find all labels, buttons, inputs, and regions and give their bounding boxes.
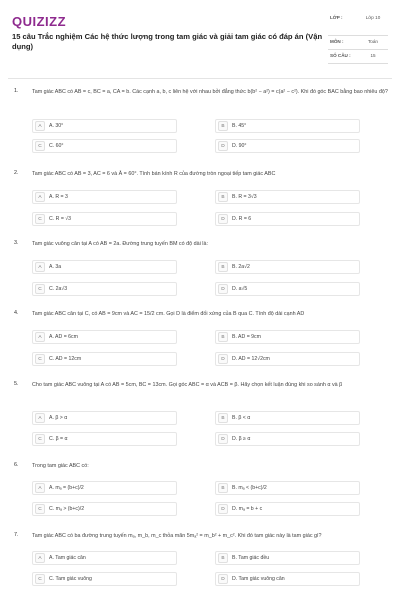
question-number: 4.	[14, 310, 19, 316]
option-text: D. R = 6	[232, 216, 252, 222]
option-letter: B	[218, 483, 228, 493]
option-text: C. mₐ > (b+c)/2	[49, 506, 85, 512]
option-letter: B	[218, 413, 228, 423]
question-number: 3.	[14, 240, 19, 246]
option-d[interactable]	[215, 282, 360, 296]
option-letter: D	[218, 434, 228, 444]
option-b[interactable]	[215, 119, 360, 133]
option-d[interactable]	[215, 352, 360, 366]
option-b[interactable]	[215, 330, 360, 344]
meta-row-class	[328, 12, 388, 36]
question-text: Trong tam giác ABC có:	[32, 463, 89, 469]
question-text: Tam giác ABC cân tại C, có AB = 9cm và AC = 15/2 cm. Gọi D là điểm đối xứng của B qua C. Tính độ dài cạnh AD	[32, 311, 305, 317]
option-text: A. 3a	[49, 264, 62, 270]
option-text: B. 45°	[232, 123, 247, 129]
option-text: B. β < α	[232, 415, 251, 421]
meta-table	[328, 12, 388, 64]
option-letter: B	[218, 262, 228, 272]
option-letter: D	[218, 574, 228, 584]
option-letter: D	[218, 141, 228, 151]
header-divider	[8, 78, 392, 79]
option-text: C. R = √3	[49, 216, 72, 222]
option-letter: C	[35, 284, 45, 294]
option-a[interactable]	[32, 190, 177, 204]
option-b[interactable]	[215, 190, 360, 204]
option-a[interactable]	[32, 481, 177, 495]
option-text: C. 60°	[49, 143, 64, 149]
option-letter: C	[35, 504, 45, 514]
option-letter: C	[35, 214, 45, 224]
option-d[interactable]	[215, 502, 360, 516]
option-text: A. β > α	[49, 415, 68, 421]
option-letter: C	[35, 574, 45, 584]
option-c[interactable]	[32, 502, 177, 516]
option-b[interactable]	[215, 551, 360, 565]
option-letter: B	[218, 553, 228, 563]
option-c[interactable]	[32, 352, 177, 366]
option-b[interactable]	[215, 481, 360, 495]
option-c[interactable]	[32, 432, 177, 446]
option-text: D. β ≥ α	[232, 436, 251, 442]
option-letter: D	[218, 214, 228, 224]
option-letter: A	[35, 332, 45, 342]
question-number: 2.	[14, 170, 19, 176]
option-text: B. Tam giác đều	[232, 555, 270, 561]
option-text: B. 2a√2	[232, 264, 250, 270]
meta-key: MÔN :	[330, 39, 344, 44]
option-d[interactable]	[215, 572, 360, 586]
question-number: 1.	[14, 88, 19, 94]
option-text: A. AD = 6cm	[49, 334, 78, 340]
option-letter: C	[35, 141, 45, 151]
option-text: D. mₐ = b + c	[232, 506, 263, 512]
question-text: Tam giác ABC có AB = 3, AC = 6 và Â = 60°. Tính bán kính R của đường tròn ngoại tiếp tam giác ABC	[32, 171, 276, 177]
meta-key: SỐ CÂU :	[330, 53, 351, 58]
question-number: 6.	[14, 462, 19, 468]
option-text: A. mₐ = (b+c)/2	[49, 485, 84, 491]
option-c[interactable]	[32, 212, 177, 226]
option-a[interactable]	[32, 411, 177, 425]
meta-value: Lớp 10	[365, 15, 381, 20]
meta-row-subject	[328, 36, 388, 50]
option-c[interactable]	[32, 572, 177, 586]
option-d[interactable]	[215, 212, 360, 226]
option-letter: B	[218, 332, 228, 342]
option-letter: A	[35, 262, 45, 272]
option-a[interactable]	[32, 551, 177, 565]
quizizz-logo: QUIZIZZ	[12, 14, 67, 29]
option-text: C. 2a√3	[49, 286, 68, 292]
option-letter: A	[35, 121, 45, 131]
option-letter: A	[35, 483, 45, 493]
option-letter: C	[35, 354, 45, 364]
option-c[interactable]	[32, 139, 177, 153]
option-d[interactable]	[215, 432, 360, 446]
option-d[interactable]	[215, 139, 360, 153]
question-number: 7.	[14, 532, 19, 538]
question-number: 5.	[14, 381, 19, 387]
meta-key: LỚP :	[330, 15, 343, 20]
option-c[interactable]	[32, 282, 177, 296]
option-letter: C	[35, 434, 45, 444]
question-text: Cho tam giác ABC vuông tại A có AB = 5cm, BC = 13cm. Gọi góc ABC = α và ACB = β. Hãy chọn kết luận đúng khi so sánh α và β	[32, 382, 343, 388]
meta-value: 15	[370, 53, 376, 58]
option-a[interactable]	[32, 119, 177, 133]
option-text: D. AD = 12√2cm	[232, 356, 270, 362]
option-text: C. AD = 12cm	[49, 356, 82, 362]
option-text: A. R = 3	[49, 194, 68, 200]
option-text: B. mₐ < (b+c)/2	[232, 485, 267, 491]
meta-value: Toán	[368, 39, 378, 44]
option-b[interactable]	[215, 411, 360, 425]
option-letter: A	[35, 413, 45, 423]
option-letter: A	[35, 553, 45, 563]
option-letter: D	[218, 284, 228, 294]
option-a[interactable]	[32, 330, 177, 344]
question-text: Tam giác ABC có AB = c, BC = a, CA = b. Các cạnh a, b, c liên hệ với nhau bởi đẳng thức b(b² − a²) = c(a² − c²). Khi đó góc BAC bằng bao nhiêu độ?	[32, 89, 388, 95]
option-text: C. Tam giác vuông	[49, 576, 92, 582]
option-letter: B	[218, 192, 228, 202]
option-letter: D	[218, 504, 228, 514]
option-text: D. Tam giác vuông cân	[232, 576, 285, 582]
option-a[interactable]	[32, 260, 177, 274]
option-letter: B	[218, 121, 228, 131]
meta-row-count	[328, 50, 388, 64]
option-text: B. R = 3√3	[232, 194, 257, 200]
question-text: Tam giác ABC có ba đường trung tuyến mₐ, m_b, m_c thỏa mãn 5mₐ² = m_b² + m_c². Khi đó tam giác này là tam giác gì?	[32, 533, 322, 539]
option-text: D. 90°	[232, 143, 247, 149]
option-letter: A	[35, 192, 45, 202]
option-text: B. AD = 9cm	[232, 334, 261, 340]
option-b[interactable]	[215, 260, 360, 274]
page-title: 15 câu Trắc nghiệm Các hệ thức lượng trong tam giác và giải tam giác có đáp án (Vận dụng)	[12, 32, 323, 51]
option-text: A. Tam giác cân	[49, 555, 86, 561]
option-letter: D	[218, 354, 228, 364]
option-text: D. a√5	[232, 286, 248, 292]
option-text: C. β = α	[49, 436, 68, 442]
option-text: A. 30°	[49, 123, 64, 129]
question-text: Tam giác vuông cân tại A có AB = 2a. Đường trung tuyến BM có độ dài là:	[32, 241, 209, 247]
